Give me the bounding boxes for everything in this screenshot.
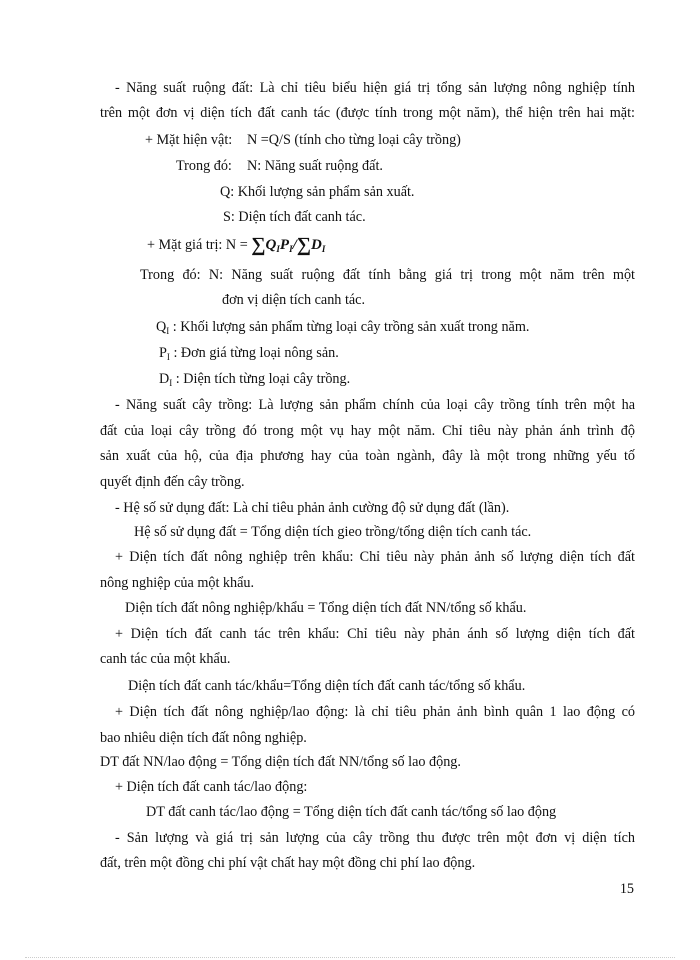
paragraph-line: + Diện tích đất nông nghiệp trên khẩu: Chỉ tiêu này phản ảnh số lượng diện tích đất xyxy=(115,549,635,565)
paragraph-line: bao nhiêu diện tích đất nông nghiệp. xyxy=(100,730,307,746)
paragraph-line: đất, trên một đồng chi phí vật chất hay một đồng chi phí lao động. xyxy=(100,855,476,871)
formula-line: Diện tích đất canh tác/khẩu=Tổng diện tích đất canh tác/tổng số khẩu. xyxy=(128,678,526,694)
definition-line: $P_I$ : Đơn giá từng loại nông sản. xyxy=(159,345,339,362)
formula-line: N =Q/S (tính cho từng loại cây trồng) xyxy=(247,132,461,148)
label-line: Trong đó: xyxy=(176,158,232,174)
paragraph-line: quyết định đến cây trồng. xyxy=(100,474,245,490)
paragraph-line: + Diện tích đất canh tác trên khẩu: Chỉ tiêu này phản ánh số lượng diện tích đất xyxy=(115,626,635,642)
paragraph-line: đất của loại cây trồng đó trong một vụ hay một năm. Chỉ tiêu này phản ánh trình độ xyxy=(100,423,635,439)
definition-line: N: Năng suất ruộng đất. xyxy=(247,158,383,174)
paragraph-line: nông nghiệp của một khẩu. xyxy=(100,575,255,591)
paragraph-line: trên một đơn vị diện tích đất canh tác (được tính trong một năm), thể hiện trên hai mặt: xyxy=(100,105,635,121)
paragraph-line: sản xuất của hộ, của địa phương hay của toàn ngành, đây là một trong những yếu tố xyxy=(100,448,635,464)
paragraph-line: - Hệ số sử dụng đất: Là chỉ tiêu phản ảnh cường độ sử dụng đất (lần). xyxy=(115,500,510,516)
definition-line: Q: Khối lượng sản phẩm sản xuất. xyxy=(220,184,415,200)
definition-line: S: Diện tích đất canh tác. xyxy=(223,209,366,225)
paragraph-line: - Năng suất ruộng đất: Là chỉ tiêu biểu hiện giá trị tổng sản lượng nông nghiệp tính xyxy=(115,80,635,96)
formula-line: DT đất canh tác/lao động = Tổng diện tích đất canh tác/tổng số lao động xyxy=(146,804,557,820)
page-border-divider xyxy=(25,957,675,958)
formula-line: Hệ số sử dụng đất = Tổng diện tích gieo trồng/tổng diện tích canh tác. xyxy=(134,524,532,540)
paragraph-line: + Diện tích đất nông nghiệp/lao động: là chỉ tiêu phản ảnh bình quân 1 lao động có xyxy=(115,704,635,720)
page-number: 15 xyxy=(619,881,634,897)
sum-formula: $\sum Q_IP_I/\sum D_I$ xyxy=(251,234,326,256)
paragraph-line: - Năng suất cây trồng: Là lượng sản phẩm chính của loại cây trồng tính trên một ha xyxy=(115,397,635,413)
label-line: + Mặt hiện vật: xyxy=(145,132,233,148)
paragraph-line: Trong đó: N: Năng suất ruộng đất tính bằng giá trị trong một năm trên một xyxy=(140,267,635,283)
formula-line: Diện tích đất nông nghiệp/khẩu = Tổng diện tích đất NN/tổng số khẩu. xyxy=(125,600,527,616)
definition-line: $Q_I$ : Khối lượng sản phẩm từng loại cây trồng sản xuất trong năm. xyxy=(156,319,530,336)
value-formula-line: + Mặt giá trị: $N = \sum Q_IP_I/\sum D_I$ xyxy=(147,234,326,256)
paragraph-line: đơn vị diện tích canh tác. xyxy=(222,292,366,308)
paragraph-line: + Diện tích đất canh tác/lao động: xyxy=(115,779,308,795)
paragraph-line: - Sản lượng và giá trị sản lượng của cây trồng thu được trên một đơn vị diện tích xyxy=(115,830,635,846)
definition-line: $D_I$ : Diện tích từng loại cây trồng. xyxy=(159,371,351,388)
formula-line: DT đất NN/lao động = Tổng diện tích đất NN/tổng số lao động. xyxy=(100,754,461,770)
paragraph-line: canh tác của một khẩu. xyxy=(100,651,231,667)
